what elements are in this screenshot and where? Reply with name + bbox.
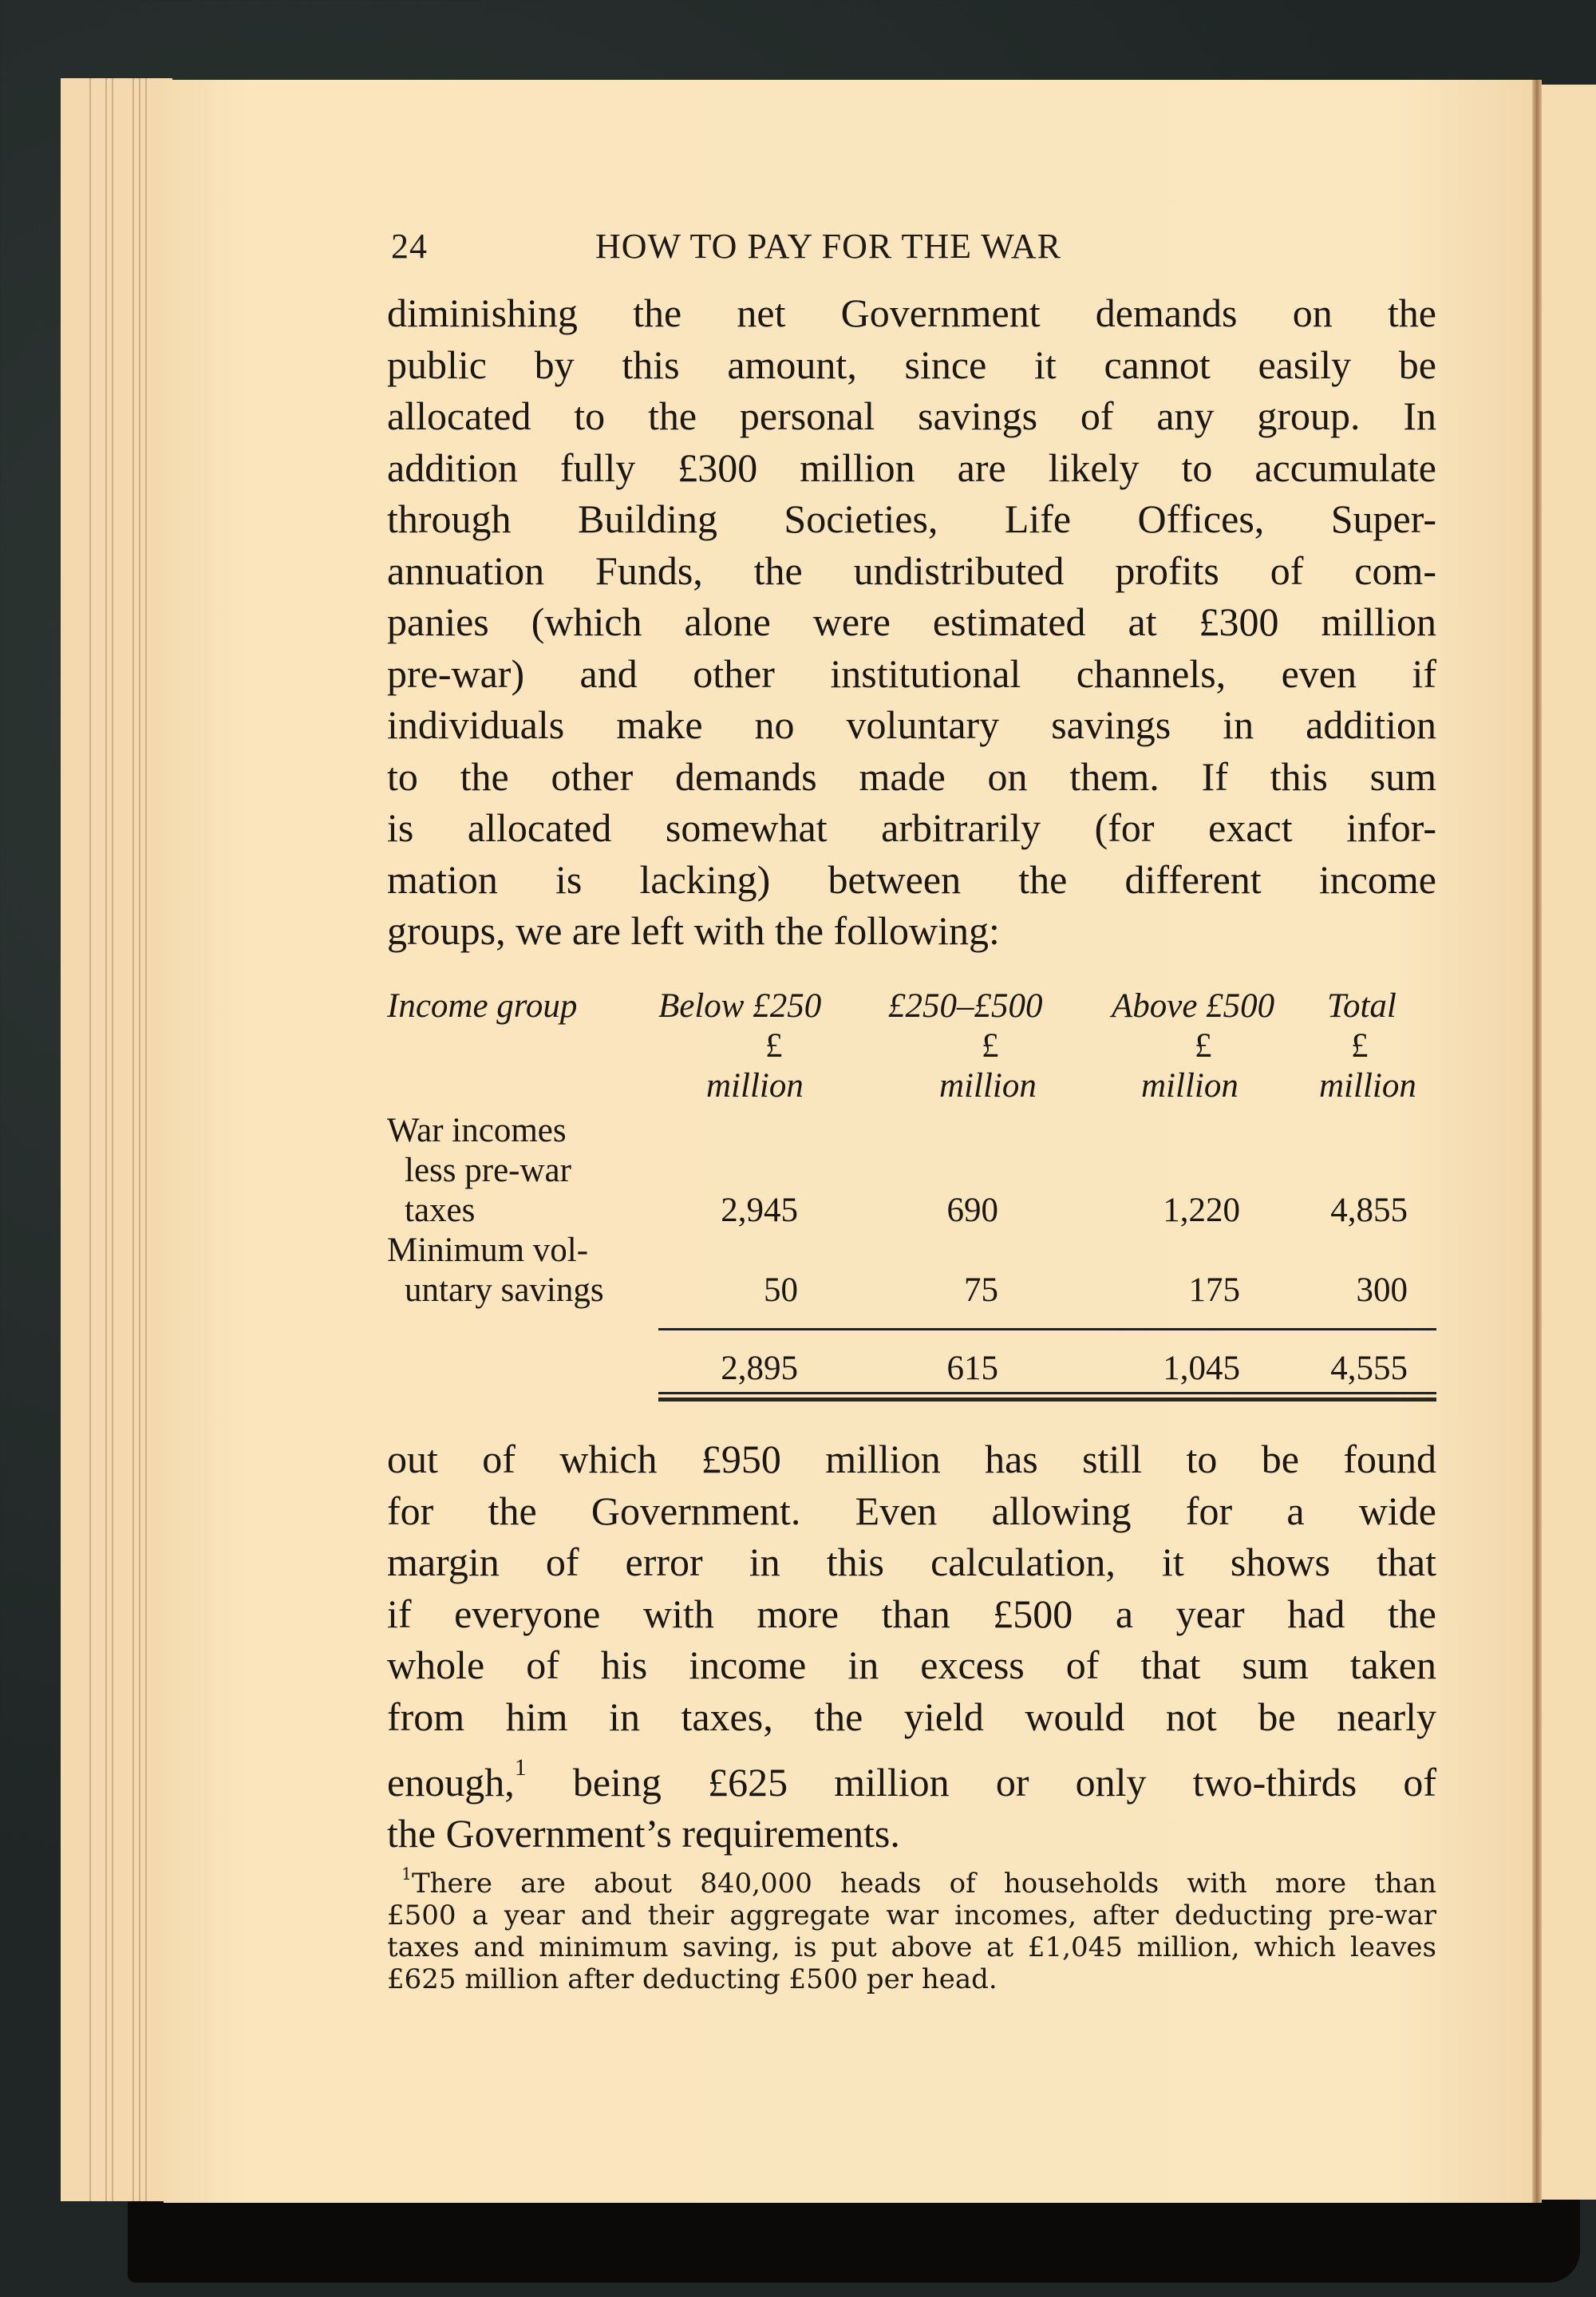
unit-pound: £: [982, 1027, 999, 1065]
footnote-line: £625 million after deducting £500 per head.: [387, 1963, 998, 1995]
paragraph-1: [387, 287, 1436, 957]
table-total-row: [387, 1334, 1436, 1406]
total-value: 4,555: [1330, 1350, 1408, 1387]
row-label-line: untary savings: [405, 1271, 604, 1309]
page-edge-line: [89, 78, 91, 2201]
column-header-total: Total: [1327, 987, 1396, 1025]
row-label-line: taxes: [405, 1192, 476, 1229]
unit-million: million: [939, 1067, 1037, 1105]
page-edge-line: [105, 78, 107, 2201]
text-line: whole of his income in excess of that sum taken: [387, 1643, 1436, 1687]
footnote-reference[interactable]: 1: [514, 1754, 527, 1781]
cell-value: 4,855: [1330, 1192, 1408, 1229]
table-row: [387, 1111, 1436, 1231]
page-edge-line: [139, 78, 140, 2201]
table-double-rule-bottom: [658, 1398, 1436, 1402]
total-value: 2,895: [721, 1350, 798, 1387]
text-line: annuation Funds, the undistributed profits of com-: [387, 548, 1436, 593]
row-label-line: War incomes: [387, 1112, 567, 1149]
unit-million: million: [1319, 1067, 1416, 1105]
text-line: pre-war) and other institutional channels, even if: [387, 650, 1436, 696]
column-header-above-500: Above £500: [1112, 987, 1275, 1025]
cell-value: 2,945: [721, 1192, 798, 1229]
text-line: from him in taxes, the yield would not be nearly: [387, 1694, 1436, 1739]
row-label: [387, 1231, 604, 1311]
footnote-text: There are about 840,000 heads of households with more than: [411, 1868, 1436, 1900]
text-line: is allocated somewhat arbitrarily (for exact infor-: [387, 805, 1436, 850]
footnote-line: taxes and minimum saving, is put above at £1,045 million, which leaves: [387, 1931, 1436, 1963]
cell-value: 1,220: [1163, 1192, 1240, 1229]
text-fragment: enough,: [387, 1759, 515, 1805]
text-fragment: being £625 million or only two-thirds of: [526, 1759, 1436, 1805]
text-line-with-footnote: [387, 1742, 1436, 1808]
text-line: out of which £950 million has still to be found: [387, 1437, 1436, 1481]
cell-value: 75: [964, 1271, 998, 1309]
book-shadow: [128, 2195, 1580, 2283]
unit-million: million: [1141, 1067, 1238, 1105]
total-value: 615: [946, 1350, 998, 1387]
text-line: individuals make no voluntary savings in addition: [387, 702, 1436, 747]
text-line: margin of error in this calculation, it shows that: [387, 1540, 1436, 1584]
table-unit-row: [387, 1026, 1436, 1066]
footnote-line: [387, 1858, 1436, 1900]
facing-page-edge: [1542, 85, 1596, 2200]
text-line: public by this amount, since it cannot easily be: [387, 342, 1436, 387]
text-line: allocated to the personal savings of any group. In: [387, 393, 1436, 438]
row-label: [387, 1111, 571, 1231]
text-line: addition fully £300 million are likely to accumulate: [387, 445, 1436, 490]
text-line: for the Government. Even allowing for a wide: [387, 1488, 1436, 1533]
table-rule: [658, 1328, 1436, 1330]
income-table: [387, 986, 1436, 1406]
cell-value: 50: [764, 1271, 798, 1309]
unit-pound: £: [765, 1027, 783, 1065]
cell-value: 300: [1356, 1271, 1408, 1309]
book-title: HOW TO PAY FOR THE WAR: [595, 227, 1061, 266]
table-unit-word-row: [387, 1066, 1436, 1111]
table-row: [387, 1231, 1436, 1311]
unit-pound: £: [1195, 1027, 1212, 1065]
text-line: groups, we are left with the following:: [387, 908, 1000, 953]
row-label-line: Minimum vol-: [387, 1232, 589, 1269]
text-line: mation is lacking) between the different income: [387, 856, 1436, 902]
footnote-marker: 1: [401, 1864, 412, 1884]
cell-value: 175: [1188, 1271, 1240, 1309]
text-line: to the other demands made on them. If this sum: [387, 753, 1436, 799]
unit-pound: £: [1351, 1027, 1369, 1065]
page-edge-line: [132, 78, 134, 2201]
column-header-250-500: £250–£500: [888, 987, 1043, 1025]
footnote: [387, 1858, 1436, 1995]
page-edges-stack: [61, 78, 172, 2201]
table-header-row: Income group Below £250 £250–£500 Above £500 Total: [387, 987, 1396, 1025]
page-number: 24: [391, 227, 428, 266]
unit-million: million: [706, 1067, 804, 1105]
running-head: [391, 226, 1428, 274]
page-edge-line: [145, 78, 147, 2201]
paragraph-2: [387, 1433, 1436, 1860]
page-edge-line: [112, 78, 113, 2201]
book-gutter: [1532, 80, 1542, 2203]
text-line: panies (which alone were estimated at £300 million: [387, 599, 1436, 644]
text-line: diminishing the net Government demands on the: [387, 291, 1436, 335]
column-header-income-group: Income group: [387, 987, 578, 1025]
text-line: through Building Societies, Life Offices, Super-: [387, 496, 1436, 541]
row-label-line: less pre-war: [405, 1152, 571, 1189]
table-double-rule-top: [658, 1392, 1436, 1394]
text-line: if everyone with more than £500 a year had the: [387, 1591, 1436, 1636]
cell-value: 690: [946, 1192, 998, 1229]
total-value: 1,045: [1163, 1350, 1240, 1387]
text-line: the Government’s requirements.: [387, 1811, 900, 1856]
footnote-line: £500 a year and their aggregate war incomes, after deducting pre-war: [387, 1900, 1436, 1931]
